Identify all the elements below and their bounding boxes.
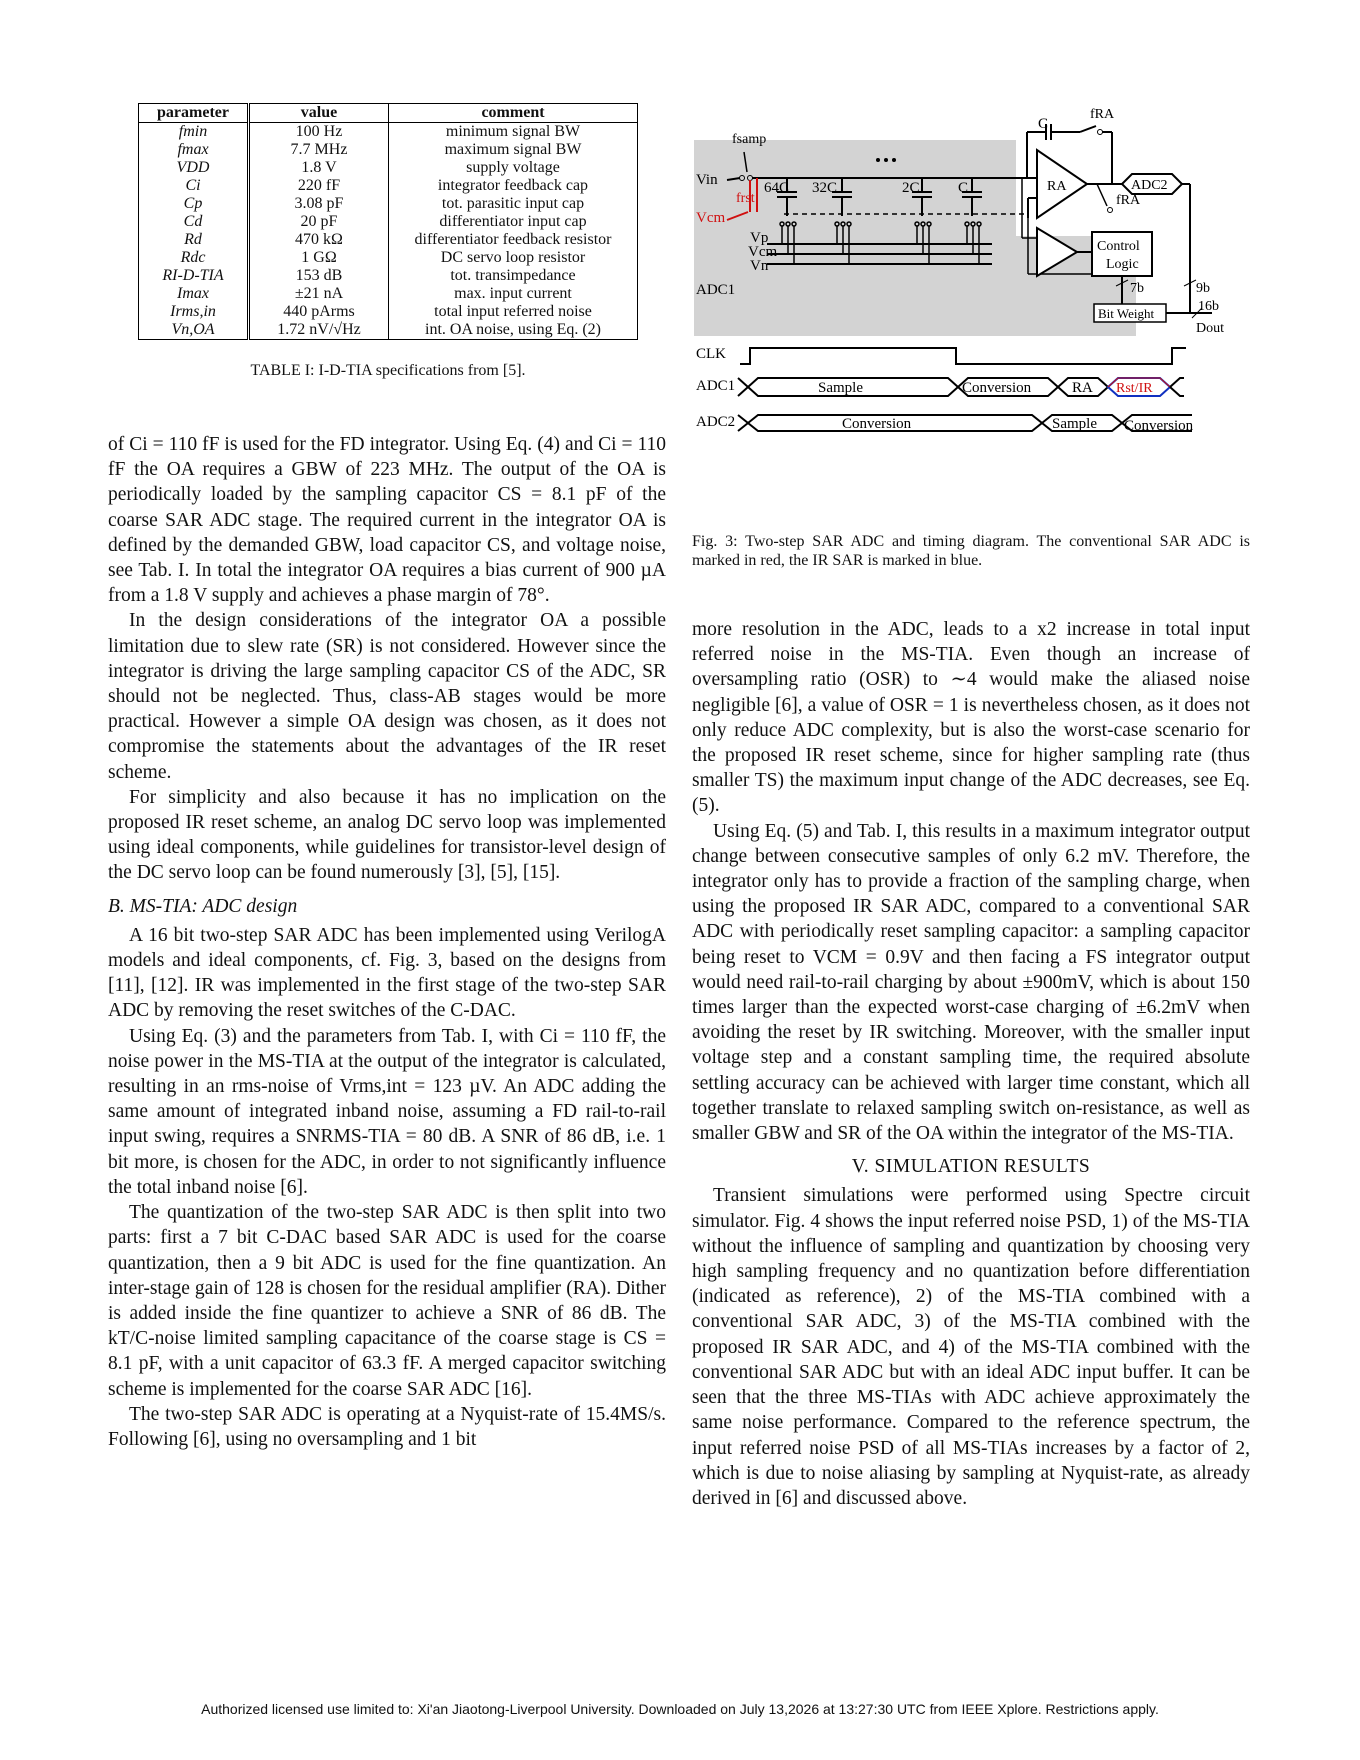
table-cell: 1 GΩ <box>249 249 389 267</box>
table-cell: Irms,in <box>139 303 249 321</box>
adc1-timing-label: ADC1 <box>696 378 736 394</box>
adc1-phase-ra: RA <box>1072 380 1093 396</box>
table-cell: 470 kΩ <box>249 231 389 249</box>
table-row <box>139 213 638 231</box>
table-row <box>139 195 638 213</box>
table-cell: differentiator feedback resistor <box>414 231 612 248</box>
right-column <box>692 617 1250 1511</box>
adc1-phase-rst-ir: Rst/IR <box>1116 381 1153 396</box>
paragraph: Transient simulations were performed using Spectre circuit simulator. Fig. 4 shows the input referred noise PSD, 1) of the MS-TIA without the influence of sampling and quantization by choosing very high sampling frequency and no quantization before differentiation (indicated as reference), 2) of the MS-TIA combined with a conventional SAR ADC, 3) of the MS-TIA combined with the proposed IR SAR ADC, and 4) of the MS-TIA combined with the conventional SAR ADC but with an ideal ADC input buffer. It can be seen that the three MS-TIAs with ADC achieve approximately the same noise performance. Compared to the reference spectrum, the input referred noise PSD of all MS-TIAs increases by a factor of 2, which is due to noise aliasing by sampling at Nyquist-rate, as already derived in [6] and discussed above. <box>692 1185 1250 1509</box>
table-cell: 20 pF <box>249 213 389 231</box>
bit-weight-label: Bit Weight <box>1098 306 1155 321</box>
table-header: value <box>249 104 389 123</box>
spec-table <box>138 103 638 340</box>
feedback-cap-label: C <box>1038 116 1049 132</box>
figure-caption: Fig. 3: Two-step SAR ADC and timing diagram. The conventional SAR ADC is marked in red, the IR SAR is marked in blue. <box>692 533 1250 569</box>
table-cell: fmin <box>139 123 249 142</box>
paragraph: more resolution in the ADC, leads to a x2 increase in total input referred noise in the MS-TIA. Even though an increase of oversampling ratio (OSR) to ∼4 would make the aliased noise negligible [6], a value of OSR = 1 is nevertheless chosen, as it does not only reduce ADC complexity, but is also the worst-case scenario for the proposed IR reset scheme, since for higher sampling rate (thus smaller TS) the maximum input change of the ADC decreases, see Eq. (5). <box>692 619 1250 817</box>
table-cell: Vn,OA <box>139 321 249 340</box>
table-cell: ±21 nA <box>249 285 389 303</box>
table-cell: minimum signal BW <box>445 123 581 140</box>
table-cell: supply voltage <box>466 159 560 176</box>
cap-2c-label: 2C <box>902 180 920 196</box>
license-footer: Authorized licensed use limited to: Xi'an Jiaotong-Liverpool University. Downloaded on July 13,2026 at 13:27:30 UTC from IEEE Xplore. Restrictions apply. <box>201 1701 1159 1717</box>
table-cell: max. input current <box>454 285 572 302</box>
fra-top-label: fRA <box>1090 108 1115 122</box>
fra-right-label: fRA <box>1116 193 1141 208</box>
table-row <box>139 123 638 142</box>
logic-label: Logic <box>1106 257 1139 272</box>
table-cell: 1.8 V <box>249 159 389 177</box>
table-row <box>139 231 638 249</box>
vin-label: Vin <box>696 172 718 188</box>
adc2-phase-conversion: Conversion <box>842 416 912 432</box>
table-row <box>139 267 638 285</box>
adc2-phase-conversion-2: Conversion <box>1124 418 1194 434</box>
vcm2-label: Vcm <box>748 244 778 260</box>
table-cell: int. OA noise, using Eq. (2) <box>425 321 601 338</box>
circuit-diagram <box>692 108 1252 518</box>
paragraph: The two-step SAR ADC is operating at a Nyquist-rate of 15.4MS/s. Following [6], using no oversampling and 1 bit <box>108 1403 666 1450</box>
adc1-phase-conversion: Conversion <box>962 380 1032 396</box>
table-cell: Rdc <box>139 249 249 267</box>
cap-32c-label: 32C <box>812 180 838 196</box>
timing-diagram <box>696 346 1194 434</box>
table-header: parameter <box>139 104 249 123</box>
table-cell: total input referred noise <box>434 303 592 320</box>
table-cell: integrator feedback cap <box>437 177 589 194</box>
table-header-row <box>139 104 638 123</box>
table-cell: Rd <box>139 231 249 249</box>
vp-label: Vp <box>750 230 769 246</box>
ra-label: RA <box>1047 179 1067 194</box>
table-cell: 100 Hz <box>249 123 389 142</box>
table-cell: Imax <box>139 285 249 303</box>
cap-c-label: C <box>958 180 969 196</box>
paragraph: A 16 bit two-step SAR ADC has been implemented using VerilogA models and ideal components, cf. Fig. 3, based on the designs from [11], [12]. IR was implemented in the first stage of the two-step SAR ADC by removing the reset switches of the C-DAC. <box>108 924 666 1022</box>
adc2-timing-label: ADC2 <box>696 414 736 430</box>
table-cell: 1.72 nV/√Hz <box>249 321 389 340</box>
adc2-label: ADC2 <box>1131 178 1168 193</box>
table-cell: differentiator input cap <box>439 213 587 230</box>
left-column <box>108 432 666 1452</box>
bits-9b-label: 9b <box>1196 281 1210 296</box>
paragraph: In the design considerations of the integrator OA a possible limitation due to slew rate (SR) is not considered. However since the integrator is driving the large sampling capacitor CS of the ADC, SR should not be neglected. Thus, class-AB stages would be more practical. However a simple OA design was chosen, as it does not compromise the statements about the advantages of the IR reset scheme. <box>108 610 666 783</box>
table-cell: maximum signal BW <box>444 141 582 158</box>
table-cell: tot. parasitic input cap <box>441 195 585 212</box>
table-row <box>139 321 638 340</box>
clk-label: CLK <box>696 346 726 362</box>
table-cell: DC servo loop resistor <box>440 249 586 266</box>
vn-label: Vn <box>750 258 769 274</box>
paragraph: Using Eq. (3) and the parameters from Tab. I, with Ci = 110 fF, the noise power in the MS-TIA at the output of the integrator is calculated, resulting in an rms-noise of Vrms,int = 123 µV. An ADC adding the same amount of integrated inband noise, assuming a FD rail-to-rail input swing, requires a SNRMS-TIA = 80 dB. A SNR of 86 dB, i.e. 1 bit more, is chosen for the ADC, in order to not significantly influence the total inband noise [6]. <box>108 1025 666 1198</box>
table-cell: VDD <box>139 159 249 177</box>
frst-label: frst <box>736 191 755 206</box>
paragraph: The quantization of the two-step SAR ADC is then split into two parts: first a 7 bit C-DAC based SAR ADC is used for the coarse quantization, then a 9 bit ADC is used for the fine quantization. An inter-stage gain of 128 is chosen for the residual amplifier (RA). Dither is added inside the fine quantizer to achieve a SNR of 86 dB. The kT/C-noise limited sampling capacitance of the coarse stage is CS = 8.1 pF, with a unit capacitor of 63.3 fF. A merged capacitor switching scheme is implemented for the coarse SAR ADC [16]. <box>108 1202 666 1400</box>
table-row <box>139 177 638 195</box>
table-header: comment <box>389 104 638 123</box>
adc2-phase-sample: Sample <box>1052 416 1097 432</box>
adc1-label: ADC1 <box>696 282 736 298</box>
dout-label: Dout <box>1196 321 1224 336</box>
section-title: V. SIMULATION RESULTS <box>851 1156 1091 1178</box>
table-cell: Ci <box>139 177 249 195</box>
bits-16b-label: 16b <box>1198 299 1219 314</box>
table-cell: RI-D-TIA <box>139 267 249 285</box>
bits-7b-label: 7b <box>1130 281 1144 296</box>
subsection-title: B. MS-TIA: ADC design <box>108 895 298 917</box>
table-row <box>139 303 638 321</box>
adc1-phase-sample: Sample <box>818 380 863 396</box>
table-cell: Cp <box>139 195 249 213</box>
table-cell: Cd <box>139 213 249 231</box>
table-cell: 7.7 MHz <box>249 141 389 159</box>
paragraph: Using Eq. (5) and Tab. I, this results in a maximum integrator output change between consecutive samples of only 6.2 mV. Therefore, the integrator only has to provide a fraction of the sampling charge, when using the proposed IR SAR ADC, compared to a conventional SAR ADC with periodically reset sampling capacitor: a sampling capacitor being reset to VCM = 0.9V and then facing a FS integrator output would need rail-to-rail charging by about ±900mV, which is about 150 times larger than the expected worst-case charging of ±6.2mV when avoiding the reset by IR switching. Moreover, with the smaller input voltage step and a constant sampling time, the required absolute settling accuracy can be achieved with larger time constant, which all together translate to relaxed sampling switch on-resistance, as well as smaller GBW and SR of the OA within the integrator of the MS-TIA. <box>692 820 1250 1145</box>
table-row <box>139 249 638 267</box>
control-label: Control <box>1097 239 1140 254</box>
paragraph: of Ci = 110 fF is used for the FD integrator. Using Eq. (4) and Ci = 110 fF the OA requires a GBW of 223 MHz. The output of the OA is periodically loaded by the sampling capacitor CS = 8.1 pF of the coarse SAR ADC stage. The required current in the integrator OA is defined by the demanded GBW, load capacitor CS, and voltage noise, see Tab. I. In total the integrator OA requires a bias current of 900 µA from a 1.8 V supply and achieves a phase margin of 78°. <box>108 434 666 607</box>
fsamp-label: fsamp <box>732 132 767 147</box>
paragraph: For simplicity and also because it has no implication on the proposed IR reset scheme, an analog DC servo loop was implemented using ideal components, while guidelines for transistor-level design of the DC servo loop can be found numerously [3], [5], [15]. <box>108 786 666 884</box>
table-cell: tot. transimpedance <box>450 267 576 284</box>
table-cell: 153 dB <box>249 267 389 285</box>
table-cell: 220 fF <box>249 177 389 195</box>
table-row <box>139 285 638 303</box>
table-caption: TABLE I: I-D-TIA specifications from [5]. <box>250 362 526 379</box>
table-cell: 3.08 pF <box>249 195 389 213</box>
table-cell: fmax <box>139 141 249 159</box>
table-row <box>139 141 638 159</box>
table-cell: 440 pArms <box>249 303 389 321</box>
cap-64c-label: 64C <box>764 180 790 196</box>
figure-3 <box>692 108 1252 518</box>
table-row <box>139 159 638 177</box>
vcm-label: Vcm <box>696 210 726 226</box>
